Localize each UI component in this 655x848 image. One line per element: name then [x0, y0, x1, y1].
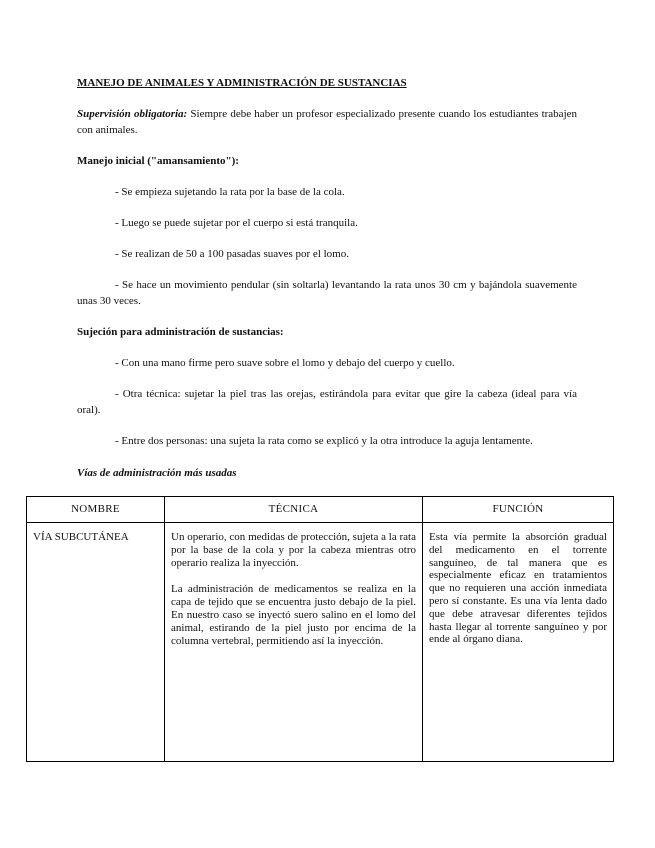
- table-header-row: [27, 497, 614, 523]
- cell-nombre: VÍA SUBCUTÁNEA: [27, 523, 165, 762]
- administration-table: [26, 496, 614, 762]
- supervision-label: Supervisión obligatoria:: [77, 108, 188, 120]
- sujecion-item: - Otra técnica: sujetar la piel tras las orejas, estirándola para evitar que gire la cabeza (ideal para vía oral).: [77, 388, 577, 416]
- manejo-item: - Luego se puede sujetar por el cuerpo si está tranquila.: [115, 217, 358, 229]
- sujecion-item: - Con una mano firme pero suave sobre el lomo y debajo del cuerpo y cuello.: [115, 357, 455, 369]
- column-header-nombre: NOMBRE: [27, 497, 165, 523]
- tecnica-paragraph: Un operario, con medidas de protección, sujeta a la rata por la base de la cola y por la cabeza mientras otro operario realiza la inyección.: [171, 531, 416, 569]
- manejo-heading: Manejo inicial ("amansamiento"):: [77, 155, 239, 167]
- vias-heading: Vías de administración más usadas: [77, 467, 237, 479]
- document-title: MANEJO DE ANIMALES Y ADMINISTRACIÓN DE SUSTANCIAS: [77, 77, 407, 89]
- supervision-text: Siempre debe haber un profesor especializado presente cuando los estudiantes trabajen con animales.: [77, 108, 578, 136]
- table-row: [27, 523, 614, 762]
- cell-tecnica: [165, 523, 423, 762]
- column-header-tecnica: TÉCNICA: [165, 497, 423, 523]
- supervision-paragraph: [77, 107, 577, 138]
- sujecion-heading: Sujeción para administración de sustancias:: [77, 326, 284, 338]
- tecnica-paragraph: La administración de medicamentos se realiza en la capa de tejido que se encuentra justo debajo de la piel. En nuestro caso se inyectó suero salino en el lomo del animal, estirando de la piel justo por encima de la columna vertebral, permitiendo así la inyección.: [171, 583, 416, 647]
- manejo-item: - Se realizan de 50 a 100 pasadas suaves por el lomo.: [115, 248, 349, 260]
- manejo-item: - Se empieza sujetando la rata por la base de la cola.: [115, 186, 345, 198]
- manejo-item: - Se hace un movimiento pendular (sin soltarla) levantando la rata unos 30 cm y bajándola suavemente unas 30 veces.: [77, 279, 577, 307]
- cell-funcion: Esta vía permite la absorción gradual del medicamento en el torrente sanguíneo, de tal manera que es especialmente eficaz en tratamientos que no requieren una acción inmediata pero sí constante. Es una vía lenta dado que debe atravesar diferentes tejidos hasta llegar al torrente sanguíneo y por ende al órgano diana.: [423, 523, 614, 762]
- sujecion-item: - Entre dos personas: una sujeta la rata como se explicó y la otra introduce la aguja lentamente.: [115, 435, 533, 447]
- column-header-funcion: FUNCIÓN: [423, 497, 614, 523]
